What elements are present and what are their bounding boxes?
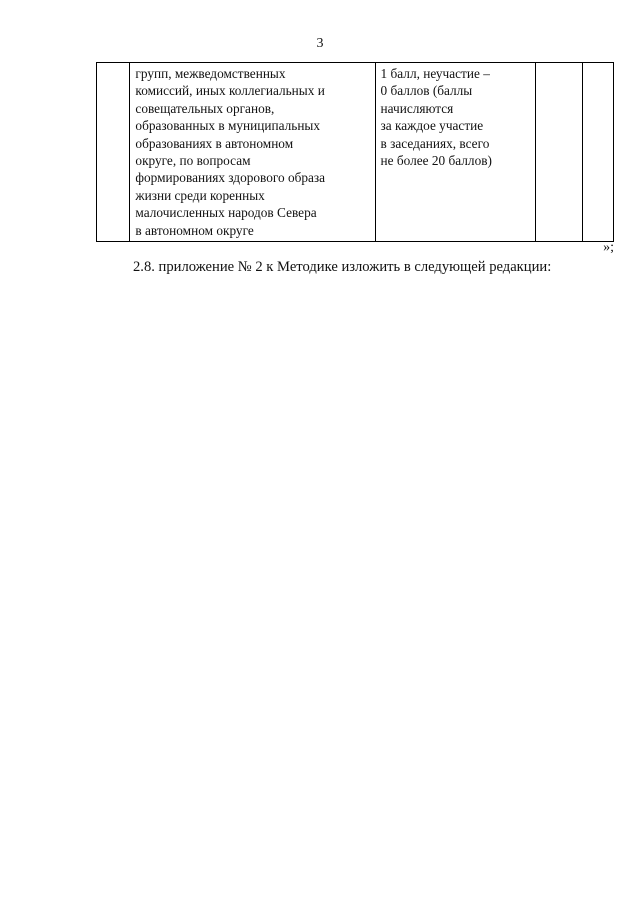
table-cell-empty-5 [582, 63, 613, 242]
page-number: 3 [316, 36, 324, 51]
criterion-text-line: формированиях здорового образа [135, 170, 326, 186]
criterion-text-line: совещательных органов, [135, 100, 275, 116]
criterion-text-line: образованных в муниципальных [135, 118, 321, 134]
table-row [97, 63, 614, 242]
scoring-text-line: в заседаниях, всего [380, 135, 490, 151]
criteria-table [96, 62, 614, 242]
scoring-text-line: 0 баллов (баллы [380, 83, 473, 99]
criterion-text-line: групп, межведомственных [135, 66, 286, 81]
criterion-text-line: малочисленных народов Севера [135, 205, 317, 221]
table-cell-criterion [130, 63, 375, 242]
criterion-text-line: округе, по вопросам [135, 153, 251, 169]
criterion-text-line: комиссий, иных коллегиальных и [135, 83, 325, 99]
scoring-text-line: не более 20 баллов) [380, 153, 492, 169]
criterion-text-line: в автономном округе [135, 222, 254, 238]
table-cell-number [97, 63, 130, 242]
body-paragraph: 2.8. приложение № 2 к Методике изложить в следующей редакции: [133, 259, 552, 275]
scoring-text-line: 1 балл, неучастие – [380, 66, 490, 81]
criterion-text-line: жизни среди коренных [135, 187, 265, 203]
closing-quote: »; [603, 240, 614, 255]
table-cell-scoring [375, 63, 535, 242]
scoring-text-line: начисляются [380, 100, 454, 116]
table-cell-empty-4 [535, 63, 582, 242]
scoring-text-line: за каждое участие [380, 118, 484, 134]
criterion-text-line: образованиях в автономном [135, 135, 294, 151]
